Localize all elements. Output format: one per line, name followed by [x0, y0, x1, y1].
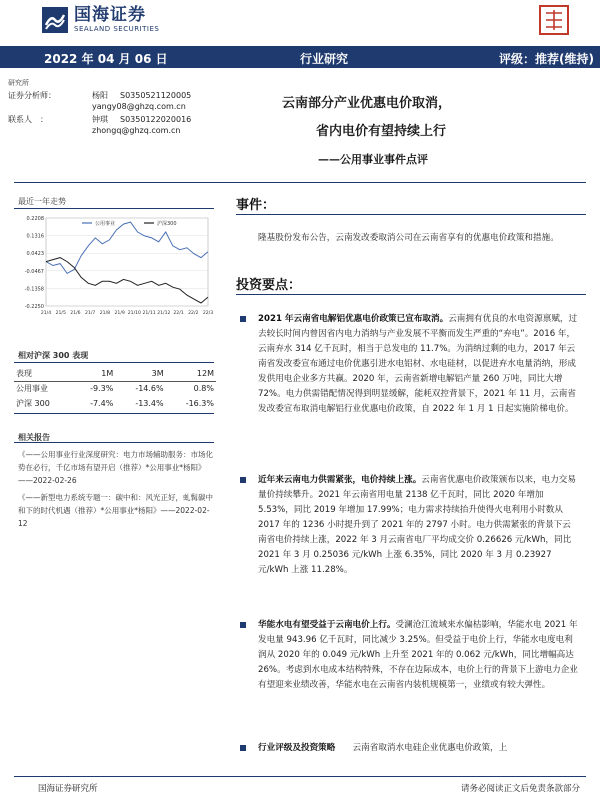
company-name-en: SEALAND SECURITIES	[74, 25, 160, 33]
perf-cell: -7.4%	[90, 399, 114, 408]
perf-cell: -9.3%	[90, 384, 114, 394]
performance-bottom-rule	[14, 413, 214, 414]
analyst-cert-2: S0350122020016	[120, 115, 192, 124]
x-tick-label: 21/7	[85, 311, 96, 316]
x-tick-label: 21/9	[114, 311, 125, 316]
event-rule	[236, 214, 586, 215]
research-dept-tag: 研究所	[8, 79, 29, 87]
point-1	[258, 312, 578, 417]
y-tick-label: 0.2208	[26, 216, 44, 222]
x-tick-label: 21/6	[70, 311, 81, 316]
title-divider	[14, 182, 586, 183]
point-2	[258, 473, 578, 578]
point-3	[258, 618, 578, 693]
related-heading: 相关报告	[18, 433, 50, 442]
related-reports	[18, 444, 218, 530]
perf-cell: 公用事业	[16, 384, 48, 394]
x-tick-label: 21/4	[40, 311, 52, 316]
perf-col-1m: 1M	[73, 366, 115, 381]
perf-col-label: 表现	[14, 366, 73, 381]
perf-cell: 沪深 300	[16, 399, 50, 408]
perf-col-3m: 3M	[115, 366, 165, 381]
y-tick-label: -0.0467	[24, 268, 44, 275]
y-tick-label: 0.0423	[26, 251, 44, 258]
table-row	[14, 381, 216, 396]
logo-mark-icon	[42, 7, 68, 33]
x-tick-label: 22/1	[173, 311, 184, 316]
performance-heading-rule	[14, 362, 214, 363]
table-row	[14, 396, 216, 411]
x-tick-label: 22/3	[202, 311, 214, 316]
performance-header-row	[14, 366, 216, 381]
report-subtitle: ——公用事业事件点评	[318, 153, 428, 166]
x-tick-label: 21/8	[99, 311, 111, 316]
point-1-body: 云南拥有优良的水电资源禀赋，过去较长时间内曾因省内电力消纳与产业发展不平衡而发生严重的“弃电”。2016 年，云南弃水 314 亿千瓦时，相当于总发电的 11.7%。为消纳过剩的电力，2017 年云南省发改委宣布通过电价优惠引进水电铝材、水电硅材，以促进弃水电量消纳，形成发供用电企业多方共赢。2020 年，云南省新增电解铝产量 260 万吨，同比大增 72%。电力供需错配情况得到明显缓解，能耗双控背景下，2021 年 11 月，云南省发改委宣布取消电解铝行业优惠电价政策，自 2022 年 1 月 1 日起实施阶梯电价。	[258, 314, 578, 414]
report-category: 行业研究	[300, 52, 349, 66]
trend-heading-rule	[14, 208, 214, 209]
y-tick-label: 0.1316	[26, 233, 44, 240]
performance-table	[14, 366, 216, 411]
point-4-lead: 行业评级及投资策略	[258, 743, 336, 753]
series-line-1	[46, 258, 208, 303]
analyst-role-1: 证券分析师：	[8, 91, 56, 100]
x-tick-label: 21/10	[127, 311, 141, 316]
footer-right: 请务必阅读正文后免责条款部分	[460, 784, 580, 794]
perf-cell: -14.6%	[135, 384, 164, 394]
legend-label: 沪深300	[157, 221, 177, 227]
point-2-body: 云南省优惠电价政策颁布以来，电力交易量价持续攀升。2021 年云南省用电量 2138 亿千瓦时，同比 2020 年增加 5.53%，同比 2019 年增加 17.99%；电力需求持续抬升使得火电利用小时数从 2017 年的 1236 小时提升到了 2021 年的 2797 小时。电力供需紧张的背景下云南省电价持续上涨，2022 年 3 月云南省电厂平均成交价 0.26626 元/kWh，同比 2021 年 3 月 0.25036 元/kWh 上涨 6.35%，同比 2020 年 3 月 0.23927 元/kWh 上涨 11.28%。	[258, 475, 576, 575]
report-rating: 评级：推荐(维持)	[499, 52, 594, 66]
report-date: 2022 年 04 月 06 日	[44, 52, 168, 66]
bullet-icon	[240, 316, 246, 322]
x-tick-label: 21/5	[55, 311, 66, 316]
point-4	[258, 741, 578, 756]
analyst-name-2: 钟琪	[92, 115, 108, 124]
series-line-0	[46, 222, 208, 273]
points-heading: 投资要点：	[236, 278, 302, 293]
trend-heading: 最近一年走势	[18, 197, 66, 206]
legend-label: 公用事业	[95, 221, 116, 227]
company-logo	[42, 6, 159, 33]
analyst-email-2[interactable]: zhongq@ghzq.com.cn	[92, 126, 181, 135]
related-report-item[interactable]: 《——新型电力系统专题一：碳中和：风光正好，虬髯碳中和下的时代机遇（推荐）*公用事业*杨阳》——2022-02-12	[18, 493, 213, 528]
y-tick-label: -0.2250	[24, 304, 44, 310]
company-name-cn: 国海证券	[74, 5, 146, 25]
point-1-lead: 2021 年云南省电解铝优惠电价政策已宣布取消。	[258, 314, 449, 324]
header-band	[0, 46, 600, 68]
footer-left: 国海证券研究所	[38, 784, 98, 794]
point-3-body: 受澜沧江流域来水偏枯影响，华能水电 2021 年发电量 943.96 亿千瓦时，同比减少 3.25%。但受益于电价上行，华能水电度电利润从 2020 年的 0.049 元/kWh 上升至 2021 年的 0.062 元/kWh，同比增幅高达 26%。考虑到水电成本结构特殊，不存在边际成本，电价上行的背景下上游电力企业有望迎来业绩改善，华能水电在云南省内装机规模第一，业绩或有较大弹性。	[258, 620, 578, 690]
points-rule	[236, 294, 586, 295]
report-title-line1: 云南部分产业优惠电价取消，	[282, 96, 452, 111]
event-heading: 事件：	[236, 198, 276, 213]
x-tick-label: 21/11	[142, 311, 156, 316]
perf-cell: -16.3%	[185, 399, 214, 408]
point-2-lead: 近年来云南电力供需紧张，电价持续上涨。	[258, 475, 422, 485]
related-heading-rule	[14, 442, 214, 443]
perf-cell: 0.8%	[193, 384, 214, 394]
bullet-icon	[240, 622, 246, 628]
performance-heading: 相对沪深 300 表现	[18, 351, 89, 360]
trend-chart	[14, 212, 214, 322]
analyst-cert-1: S0350521120005	[120, 91, 192, 100]
bullet-icon	[240, 477, 246, 483]
x-tick-label: 21/12	[157, 311, 171, 316]
analyst-email-1[interactable]: yangy08@ghzq.com.cn	[92, 102, 186, 111]
related-report-item[interactable]: 《——公用事业行业深度研究：电力市场辅助服务：市场化势在必行，千亿市场有望开启（推荐）*公用事业*杨阳》——2022-02-26	[18, 450, 213, 485]
point-3-lead: 华能水电有望受益于云南电价上行。	[258, 620, 396, 630]
perf-cell: -13.4%	[135, 399, 164, 408]
point-4-body: 云南省取消水电硅企业优惠电价政策，上	[335, 743, 508, 753]
x-tick-label: 22/2	[188, 311, 199, 316]
bullet-icon	[240, 745, 246, 751]
analyst-role-2: 联系人 ：	[8, 115, 48, 124]
event-text: 隆基股份发布公告，云南发改委取消公司在云南省享有的优惠电价政策和措施。	[258, 233, 559, 243]
report-title-line2: 省内电价有望持续上行	[316, 124, 447, 139]
analyst-name-1: 杨阳	[92, 91, 108, 100]
perf-col-12m: 12M	[166, 366, 216, 381]
red-seal-stamp	[538, 4, 570, 36]
footer-rule	[14, 776, 586, 777]
y-tick-label: -0.1358	[24, 286, 44, 293]
